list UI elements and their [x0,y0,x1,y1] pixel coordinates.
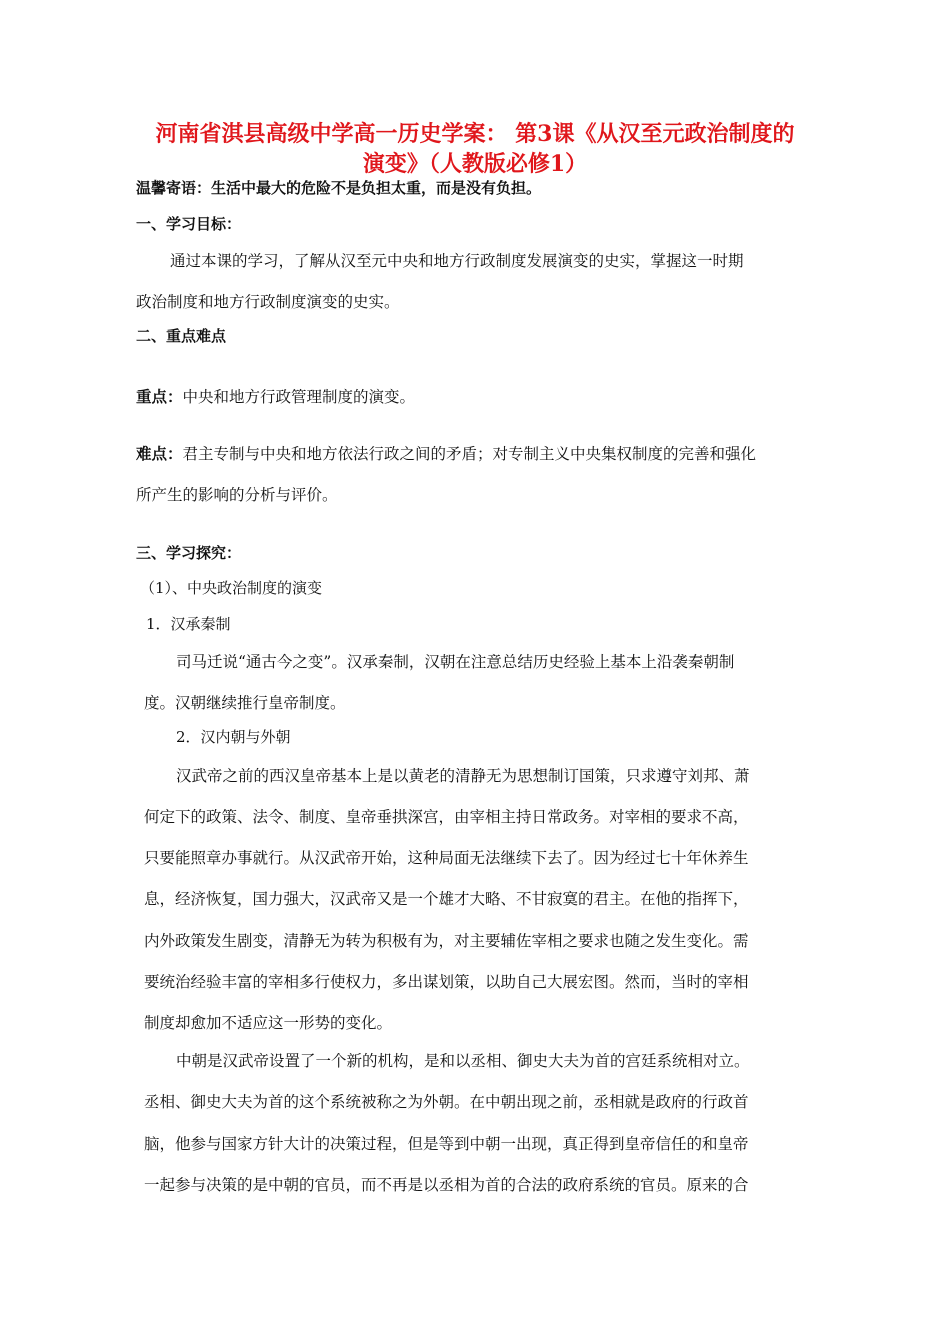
goal-text-line-1: 通过本课的学习，了解从汉至元中央和地方行政制度发展演变的史实，掌握这一时期 [170,252,744,270]
key-point-label: 重点： [136,387,183,406]
item2-text-line: 只要能照章办事就行。从汉武帝开始，这种局面无法继续下去了。因为经过七十年休养生 [144,849,749,867]
section-heading-inquiry: 三、学习探究： [136,544,242,562]
item2-text-line: 制度却愈加不适应这一形势的变化。 [144,1014,393,1032]
item-heading-inner-outer-court: 2．汉内朝与外朝 [176,728,291,746]
item2-text-line: 汉武帝之前的西汉皇帝基本上是以黄老的清静无为思想制订国策，只求遵守刘邦、萧 [176,767,750,785]
item3-text-line: 一起参与决策的是中朝的官员，而不再是以丞相为首的合法的政府系统的官员。原来的合 [144,1176,749,1194]
section-heading-goals: 一、学习目标： [136,215,242,233]
difficulty-text-line-1: 君主专制与中央和地方依法行政之间的矛盾；对专制主义中央集权制度的完善和强化 [182,445,757,463]
section-heading-key-points: 二、重点难点 [136,327,227,345]
document-title-line-1: 河南省淇县高级中学高一历史学案： 第3课《从汉至元政治制度的 [155,121,795,147]
difficulty-line-1 [136,442,756,464]
item3-text-line: 脑，他参与国家方针大计的决策过程，但是等到中朝一出现，真正得到皇帝信任的和皇帝 [144,1135,749,1153]
motto: 温馨寄语：生活中最大的危险不是负担太重，而是没有负担。 [136,179,542,197]
key-point [136,385,415,407]
item3-text-line: 中朝是汉武帝设置了一个新的机构，是和以丞相、御史大夫为首的宫廷系统相对立。 [176,1052,750,1070]
item-heading-han-inherits-qin: 1．汉承秦制 [146,615,231,633]
subsection-central-system: （1）、中央政治制度的演变 [140,579,323,597]
item1-text-line-1: 司马迁说“通古今之变”。汉承秦制，汉朝在注意总结历史经验上基本上沿袭秦朝制 [176,653,735,671]
difficulty-label: 难点： [136,444,183,463]
item2-text-line: 内外政策发生剧变，清静无为转为积极有为，对主要辅佐宰相之要求也随之发生变化。需 [144,932,749,950]
difficulty-text-line-2: 所产生的影响的分析与评价。 [136,486,338,504]
item2-text-line: 要统治经验丰富的宰相多行使权力，多出谋划策，以助自己大展宏图。然而，当时的宰相 [144,973,749,991]
document-title-line-2: 演变》（人教版必修1） [362,151,588,177]
item2-text-line: 何定下的政策、法令、制度、皇帝垂拱深宫，由宰相主持日常政务。对宰相的要求不高， [144,808,749,826]
item1-text-line-2: 度。汉朝继续推行皇帝制度。 [144,694,346,712]
key-point-text: 中央和地方行政管理制度的演变。 [182,388,416,406]
goal-text-line-2: 政治制度和地方行政制度演变的史实。 [136,293,400,311]
item2-text-line: 息，经济恢复，国力强大，汉武帝又是一个雄才大略、不甘寂寞的君主。在他的指挥下， [144,890,749,908]
item3-text-line: 丞相、御史大夫为首的这个系统被称之为外朝。在中朝出现之前，丞相就是政府的行政首 [144,1093,749,1111]
